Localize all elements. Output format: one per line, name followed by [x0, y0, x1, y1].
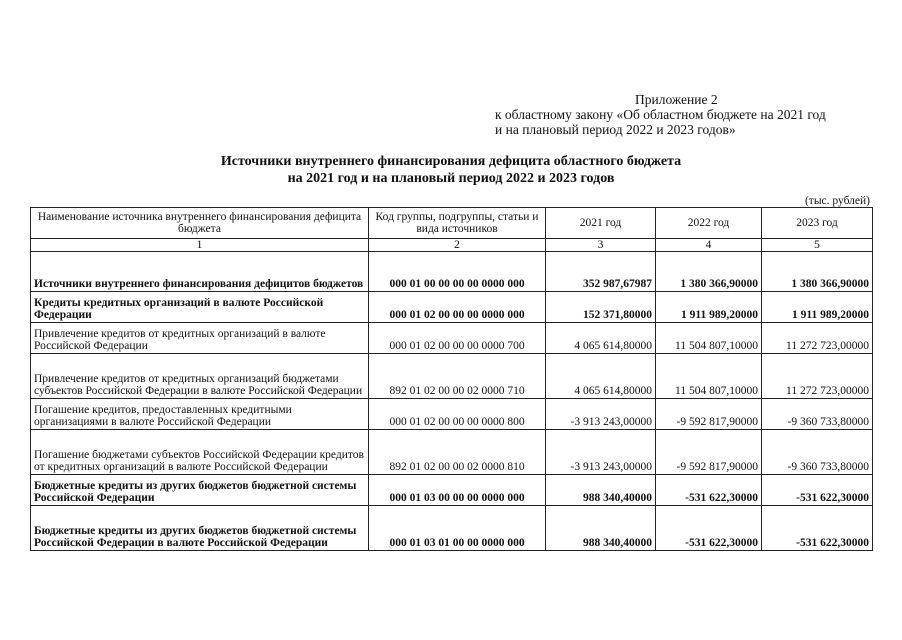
document-title-line-1: Источники внутреннего финансирования дефицита областного бюджета	[220, 154, 682, 169]
row-value-2022: -9 592 817,90000	[656, 399, 762, 430]
header-source-name: Наименование источника внутреннего финансирования дефицита бюджета	[31, 208, 369, 239]
row-code: 000 01 03 00 00 00 0000 000	[369, 475, 546, 506]
units-label: (тыс. рублей)	[804, 195, 870, 207]
row-value-2022: -531 622,30000	[656, 475, 762, 506]
row-source-name: Бюджетные кредиты из других бюджетов бюджетной системы Российской Федерации в валюте Российской Федерации	[31, 506, 369, 551]
row-value-2021: 152 371,80000	[546, 292, 656, 323]
row-code: 892 01 02 00 00 02 0000 710	[369, 354, 546, 399]
appendix-law-period: и на плановый период 2022 и 2023 годов»	[495, 122, 736, 137]
document-title	[0, 153, 902, 187]
row-value-2021: 4 065 614,80000	[546, 354, 656, 399]
row-source-name: Кредиты кредитных организаций в валюте Российской Федерации	[31, 292, 369, 323]
row-value-2022: 11 504 807,10000	[656, 354, 762, 399]
appendix-law-reference: к областному закону «Об областном бюджете на 2021 год	[495, 107, 826, 122]
row-source-name: Погашение бюджетами субъектов Российской Федерации кредитов от кредитных организаций в валюте Российской Федерации	[31, 430, 369, 475]
row-source-name: Привлечение кредитов от кредитных организаций в валюте Российской Федерации	[31, 323, 369, 354]
row-value-2021: 988 340,40000	[546, 475, 656, 506]
column-number-row	[31, 239, 873, 252]
column-number: 3	[546, 239, 656, 252]
row-value-2021: -3 913 243,00000	[546, 399, 656, 430]
column-number: 5	[762, 239, 873, 252]
row-source-name: Источники внутреннего финансирования дефицитов бюджетов	[31, 252, 369, 292]
row-code: 000 01 02 00 00 00 0000 000	[369, 292, 546, 323]
row-value-2023: 11 272 723,00000	[762, 323, 873, 354]
table-row	[31, 506, 873, 551]
row-value-2023: 11 272 723,00000	[762, 354, 873, 399]
table-row	[31, 475, 873, 506]
row-value-2022: 1 911 989,20000	[656, 292, 762, 323]
row-code: 000 01 02 00 00 00 0000 800	[369, 399, 546, 430]
appendix-caption	[495, 92, 885, 137]
header-2022: 2022 год	[656, 208, 762, 239]
row-value-2021: -3 913 243,00000	[546, 430, 656, 475]
header-2021: 2021 год	[546, 208, 656, 239]
row-value-2023: -9 360 733,80000	[762, 399, 873, 430]
appendix-number: Приложение 2	[635, 92, 718, 107]
row-code: 000 01 00 00 00 00 0000 000	[369, 252, 546, 292]
row-value-2021: 4 065 614,80000	[546, 323, 656, 354]
table-row	[31, 323, 873, 354]
row-value-2023: -531 622,30000	[762, 506, 873, 551]
row-source-name: Бюджетные кредиты из других бюджетов бюджетной системы Российской Федерации	[31, 475, 369, 506]
header-code: Код группы, подгруппы, статьи и вида источников	[369, 208, 546, 239]
document-title-line-2: на 2021 год и на плановый период 2022 и 2023 годов	[287, 171, 615, 186]
row-value-2023: 1 380 366,90000	[762, 252, 873, 292]
table-header-row	[31, 208, 873, 239]
row-value-2022: -531 622,30000	[656, 506, 762, 551]
row-code: 000 01 02 00 00 00 0000 700	[369, 323, 546, 354]
table-row	[31, 252, 873, 292]
table-row	[31, 292, 873, 323]
table-row	[31, 430, 873, 475]
row-value-2021: 988 340,40000	[546, 506, 656, 551]
column-number: 4	[656, 239, 762, 252]
row-source-name: Погашение кредитов, предоставленных кредитными организациями в валюте Российской Федерации	[31, 399, 369, 430]
row-code: 892 01 02 00 00 02 0000 810	[369, 430, 546, 475]
row-value-2022: 1 380 366,90000	[656, 252, 762, 292]
table-row	[31, 399, 873, 430]
header-2023: 2023 год	[762, 208, 873, 239]
row-value-2023: 1 911 989,20000	[762, 292, 873, 323]
row-value-2023: -531 622,30000	[762, 475, 873, 506]
row-value-2022: 11 504 807,10000	[656, 323, 762, 354]
row-code: 000 01 03 01 00 00 0000 000	[369, 506, 546, 551]
column-number: 2	[369, 239, 546, 252]
financing-sources-table	[30, 207, 873, 551]
table-row	[31, 354, 873, 399]
row-source-name: Привлечение кредитов от кредитных организаций бюджетами субъектов Российской Федерации в валюте Российской Федерации	[31, 354, 369, 399]
row-value-2021: 352 987,67987	[546, 252, 656, 292]
row-value-2022: -9 592 817,90000	[656, 430, 762, 475]
column-number: 1	[31, 239, 369, 252]
row-value-2023: -9 360 733,80000	[762, 430, 873, 475]
